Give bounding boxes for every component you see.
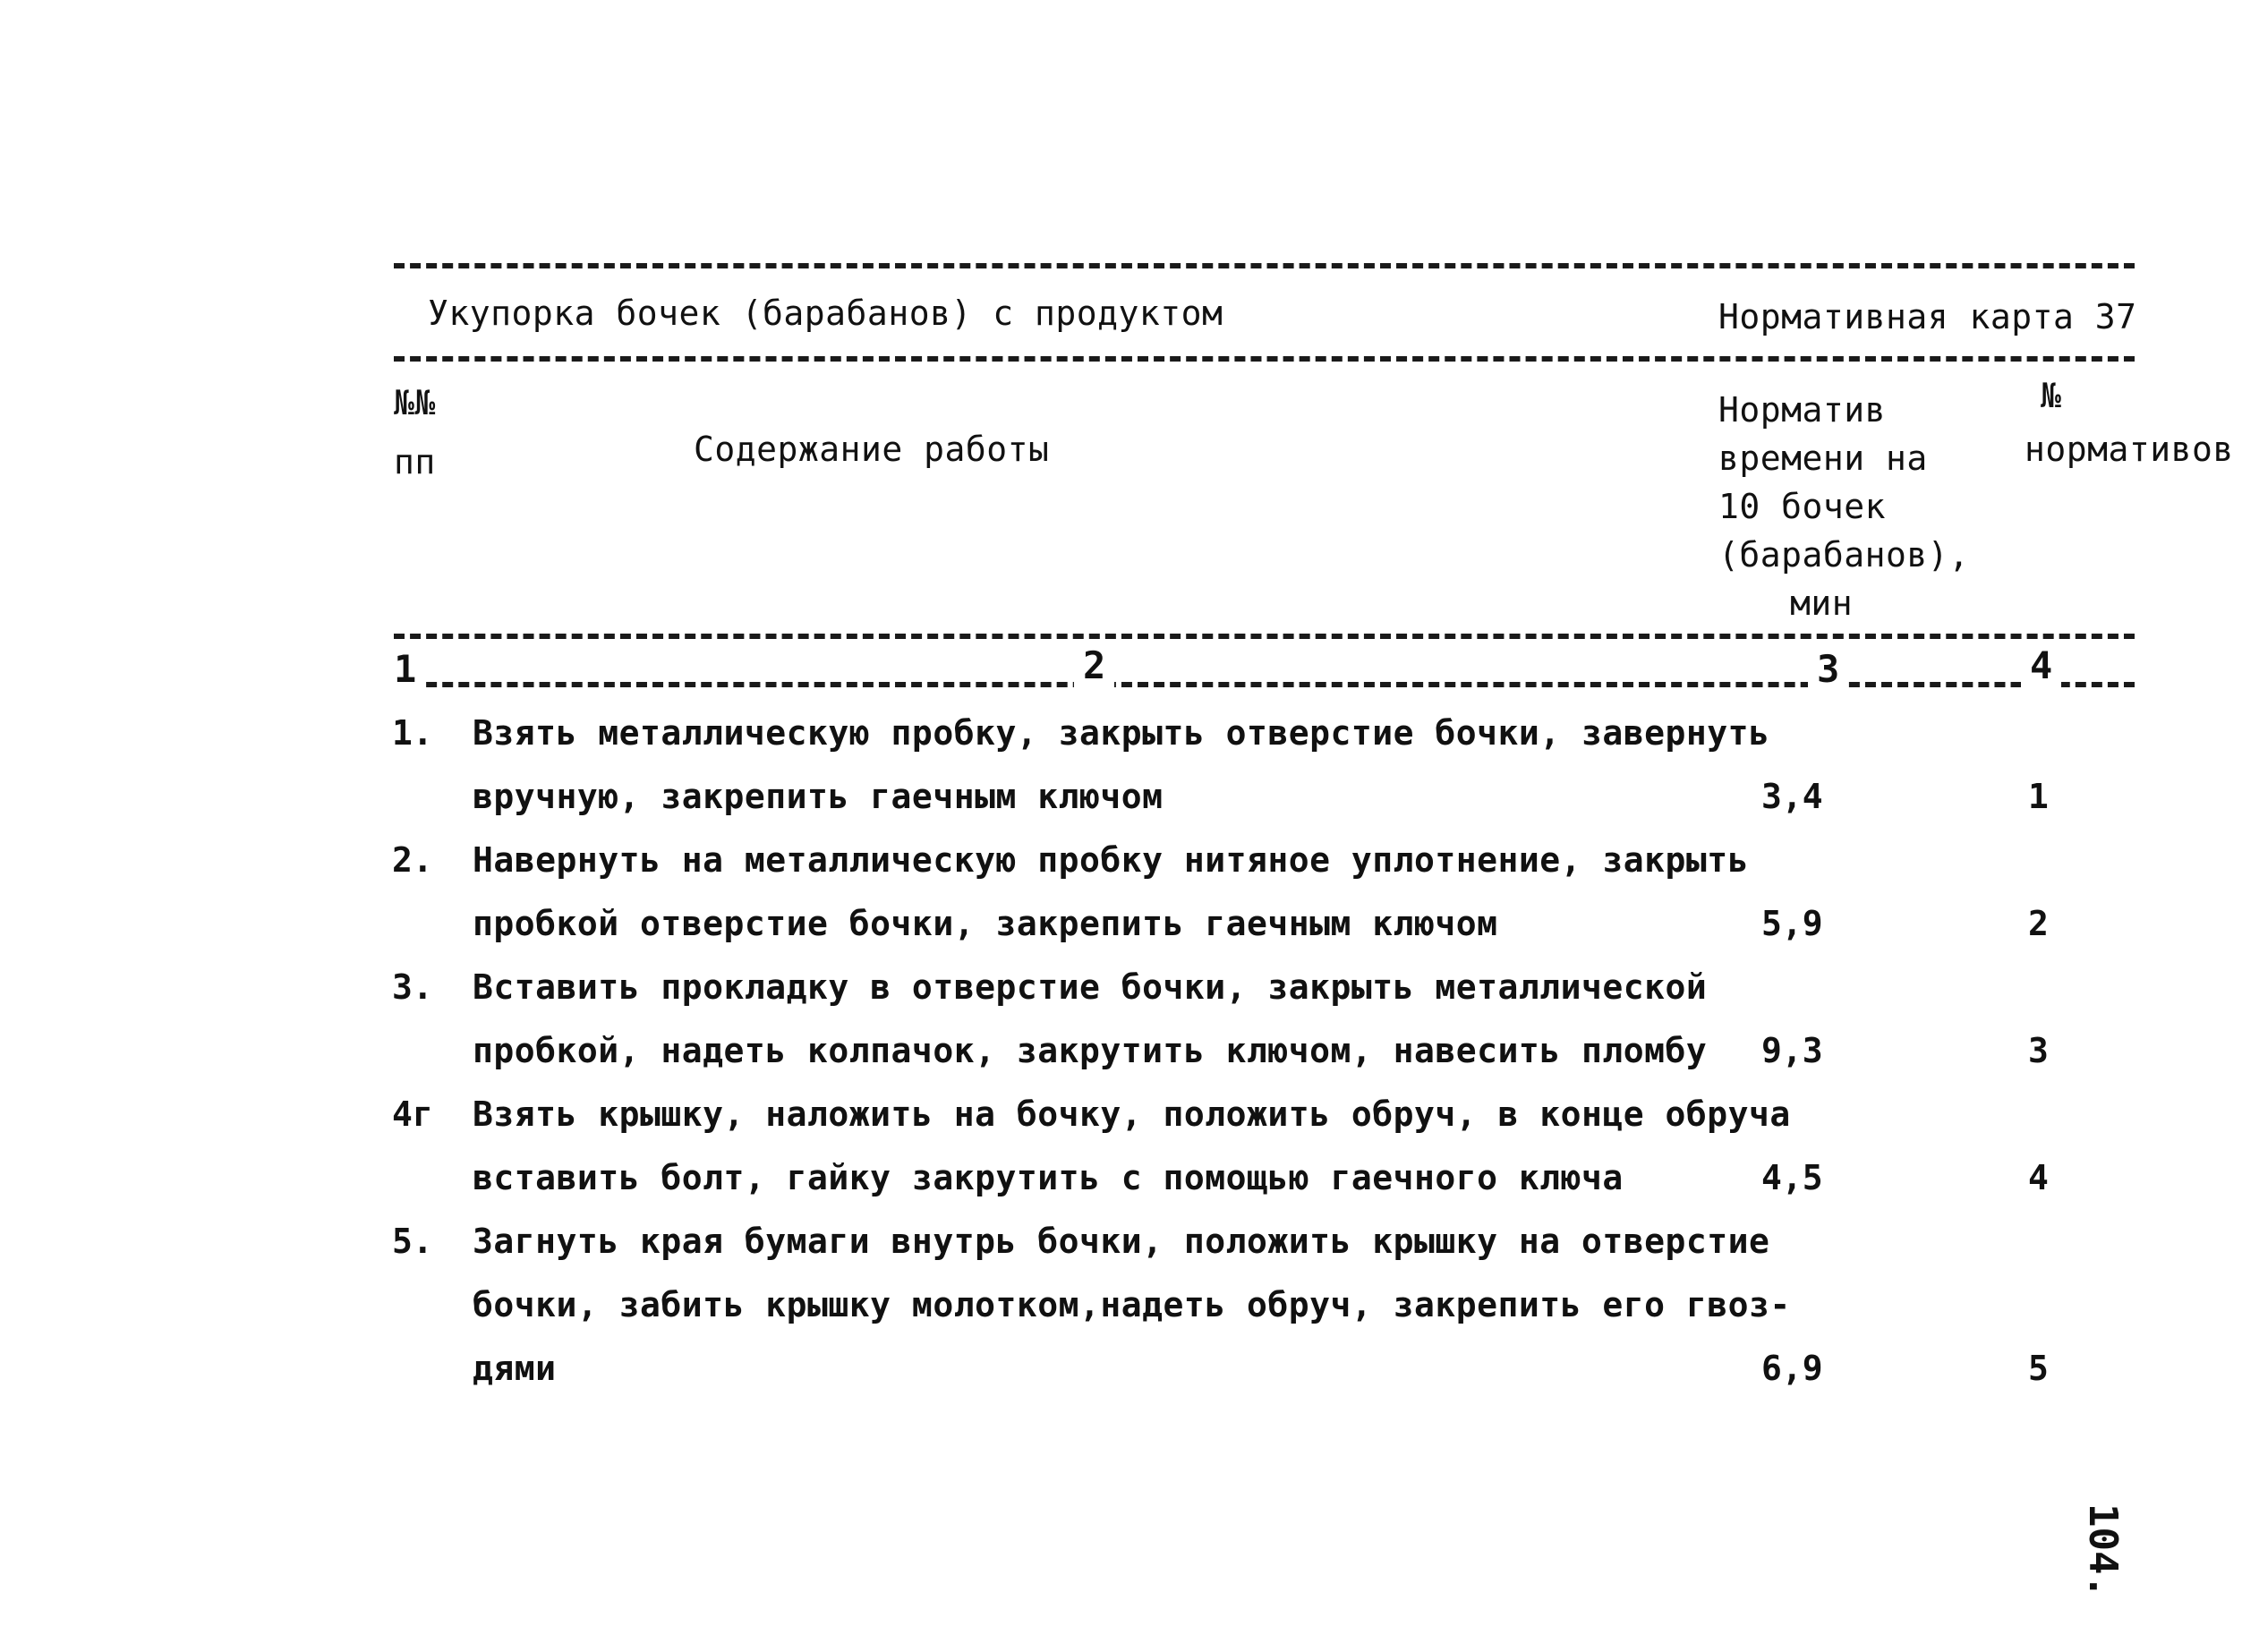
column-numbers-rule — [394, 682, 2135, 687]
row-ref-value: 2 — [2028, 904, 2049, 943]
col-num-header-1: №№ — [394, 383, 436, 422]
header-rule — [394, 356, 2135, 362]
col-ref-header-2: нормативов — [2025, 430, 2234, 469]
col-num-header-2: пп — [394, 442, 436, 481]
row-ref-value: 4 — [2028, 1158, 2049, 1197]
row-time-value: 3,4 — [1761, 777, 1823, 816]
col-norm-header-5: мин — [1790, 583, 1854, 623]
col-norm-header-4: (барабанов), — [1718, 535, 1970, 575]
row-text-line: бочки, забить крышку молотком,надеть обруч, закрепить его гвоз- — [473, 1285, 1791, 1324]
column-number-4: 4 — [2021, 644, 2061, 687]
row-text-line: Навернуть на металлическую пробку нитяное уплотнение, закрыть — [473, 840, 1750, 880]
page-number: 104. — [2080, 1503, 2126, 1598]
row-ref-value: 5 — [2028, 1349, 2049, 1388]
row-text-line: вручную, закрепить гаечным ключом — [473, 777, 1164, 816]
row-time-value: 9,3 — [1761, 1031, 1823, 1070]
row-number: 4г — [392, 1094, 433, 1134]
row-text-line: Загнуть края бумаги внутрь бочки, положить крышку на отверстие — [473, 1222, 1770, 1261]
row-time-value: 6,9 — [1761, 1349, 1823, 1388]
row-text-line: Взять крышку, наложить на бочку, положить обруч, в конце обруча — [473, 1094, 1791, 1134]
col-norm-header-3: 10 бочек — [1718, 487, 1887, 526]
column-number-1: 1 — [385, 648, 425, 691]
row-time-value: 5,9 — [1761, 904, 1823, 943]
document-title: Укупорка бочек (барабанов) с продуктом — [428, 294, 1223, 333]
row-number: 5. — [392, 1222, 433, 1261]
row-text-line: дями — [473, 1349, 557, 1388]
column-number-2: 2 — [1074, 644, 1114, 687]
row-text-line: вставить болт, гайку закрутить с помощью гаечного ключа — [473, 1158, 1624, 1197]
columns-rule — [394, 634, 2135, 639]
column-number-3: 3 — [1808, 648, 1848, 691]
row-text-line: пробкой отверстие бочки, закрепить гаечным ключом — [473, 904, 1498, 943]
col-content-header: Содержание работы — [694, 430, 1050, 469]
row-number: 2. — [392, 840, 433, 880]
row-ref-value: 3 — [2028, 1031, 2049, 1070]
row-number: 3. — [392, 967, 433, 1007]
row-text-line: Взять металлическую пробку, закрыть отверстие бочки, завернуть — [473, 713, 1770, 753]
top-rule — [394, 263, 2135, 268]
row-time-value: 4,5 — [1761, 1158, 1823, 1197]
row-ref-value: 1 — [2028, 777, 2049, 816]
row-number: 1. — [392, 713, 433, 753]
card-number: Нормативная карта 37 — [1718, 297, 2137, 336]
col-ref-header-1: № — [2041, 376, 2062, 415]
row-text-line: пробкой, надеть колпачок, закрутить ключом, навесить пломбу — [473, 1031, 1708, 1070]
col-norm-header-1: Норматив — [1718, 390, 1887, 430]
row-text-line: Вставить прокладку в отверстие бочки, закрыть металлической — [473, 967, 1708, 1007]
col-norm-header-2: времени на — [1718, 439, 1928, 478]
